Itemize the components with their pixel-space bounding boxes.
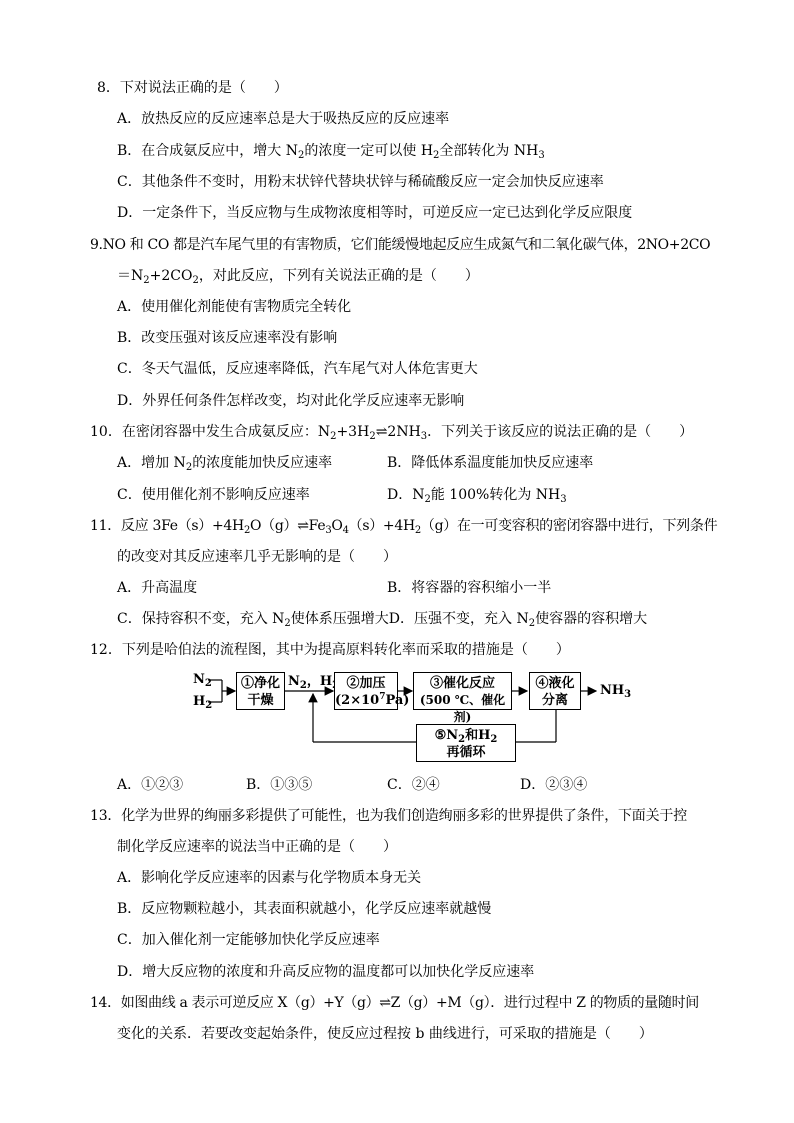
flow-label-n2-h2: $N_2$，H xyxy=(288,674,333,691)
q8-option-d: D．一定条件下，当反应物与生成物浓度相等时，可逆反应一定已达到化学反应限度 xyxy=(117,205,633,221)
flow-box-catalytic-reaction: ③催化反应 (500 ℃、催化剂) xyxy=(413,672,512,710)
q12-stem: 12．下列是哈伯法的流程图，其中为提高原料转化率而采取的措施是（ ） xyxy=(90,642,570,658)
q13-option-a: A．影响化学反应速率的因素与化学物质本身无关 xyxy=(117,870,422,886)
flow-input-h2: $H_2$ xyxy=(193,694,213,711)
q11-option-c: C．保持容积不变，充入 $N_2$使体系压强增大D．压强不变，充入 $N_2$使容器的容积增大 xyxy=(117,611,648,629)
q12-option-c: C．②④ xyxy=(387,777,440,793)
flow-box-recycle: $⑤N_2$和$H_2$ 再循环 xyxy=(416,724,516,762)
q13-option-d: D．增大反应物的浓度和升高反应物的温度都可以加快化学反应速率 xyxy=(117,964,535,980)
q13-stem-line1: 13．化学为世界的绚丽多彩提供了可能性，也为我们创造绚丽多彩的世界提供了条件，下面关于控 xyxy=(90,808,688,824)
q9-option-c: C．冬天气温低，反应速率降低，汽车尾气对人体危害更大 xyxy=(117,361,478,377)
q8-option-b: B．在合成氨反应中，增大 $N_2$的浓度一定可以使 $H_2$全部转化为 $NH_3$ xyxy=(117,143,545,161)
q11-option-b: B．将容器的容积缩小一半 xyxy=(387,580,552,596)
flow-box-pressurize: ②加压 $(2\times 10^7Pa)$ xyxy=(334,672,398,710)
flow-output-nh3: $NH_3$ xyxy=(600,683,632,700)
flow-box-purify-dry: ①净化 干燥 xyxy=(236,672,285,710)
q10-option-c: C．使用催化剂不影响反应速率 xyxy=(117,487,310,503)
q12-option-b: B．①③⑤ xyxy=(246,777,313,793)
q8-stem: 8．下对说法正确的是（ ） xyxy=(97,80,288,96)
q11-stem-line1: 11．反应 $3Fe(s)+4H_2O(g)\rightleftharpoons Fe_3O_4(s)+4H_2(g)$在一可变容积的密闭容器中进行，下列条件 xyxy=(90,518,718,536)
q12-option-a: A．①②③ xyxy=(117,777,184,793)
q10-option-d: D．$N_2$能 100%转化为 $NH_3$ xyxy=(387,487,567,505)
q8-option-a: A．放热反应的反应速率总是大于吸热反应的反应速率 xyxy=(117,111,450,127)
q9-option-b: B．改变压强对该反应速率没有影响 xyxy=(117,330,338,346)
flow-box-liquefy-separate: ④液化 分离 xyxy=(529,672,581,710)
q11-option-d: D．压强不变，充入 N xyxy=(388,611,529,627)
q12-option-d: D．②③④ xyxy=(520,777,588,793)
flow-input-n2: $N_2$ xyxy=(193,672,212,689)
q10-option-b: B．降低体系温度能加快反应速率 xyxy=(387,455,594,471)
q8-option-c: C．其他条件不变时，用粉末状锌代替块状锌与稀硫酸反应一定会加快反应速率 xyxy=(117,174,604,190)
q13-option-b: B．反应物颗粒越小，其表面积就越小，化学反应速率就越慢 xyxy=(117,901,492,917)
q14-stem-line1: 14．如图曲线 a 表示可逆反应 X（g）+Y（g）⇌Z（g）+M（g）．进行过程中 Z 的物质的量随时间 xyxy=(90,995,699,1011)
q13-option-c: C．加入催化剂一定能够加快化学反应速率 xyxy=(117,932,380,948)
q9-stem-line2: $=N_2+2CO_2$，对此反应，下列有关说法正确的是（ ） xyxy=(117,268,479,286)
q9-stem-line1: 9.NO 和 CO 都是汽车尾气里的有害物质，它们能缓慢地起反应生成氮气和二氧化碳气体，2NO+2CO xyxy=(90,237,711,253)
q11-option-a: A．升高温度 xyxy=(117,580,198,596)
q9-option-a: A．使用催化剂能使有害物质完全转化 xyxy=(117,299,352,315)
q10-stem: 10．在密闭容器中发生合成氨反应：$N_2+3H_2\rightleftharpoons 2NH_3$．下列关于该反应的说法正确的是（ ） xyxy=(90,424,694,442)
q14-stem-line2: 变化的关系．若要改变起始条件，使反应过程按 b 曲线进行，可采取的措施是（ ） xyxy=(117,1026,653,1042)
q10-option-a: A．增加 $N_2$的浓度能加快反应速率 xyxy=(117,455,333,473)
q13-stem-line2: 制化学反应速率的说法当中正确的是（ ） xyxy=(117,839,397,855)
q9-option-d: D．外界任何条件怎样改变，均对此化学反应速率无影响 xyxy=(117,393,465,409)
q11-stem-line2: 的改变对其反应速率几乎无影响的是（ ） xyxy=(117,549,397,565)
